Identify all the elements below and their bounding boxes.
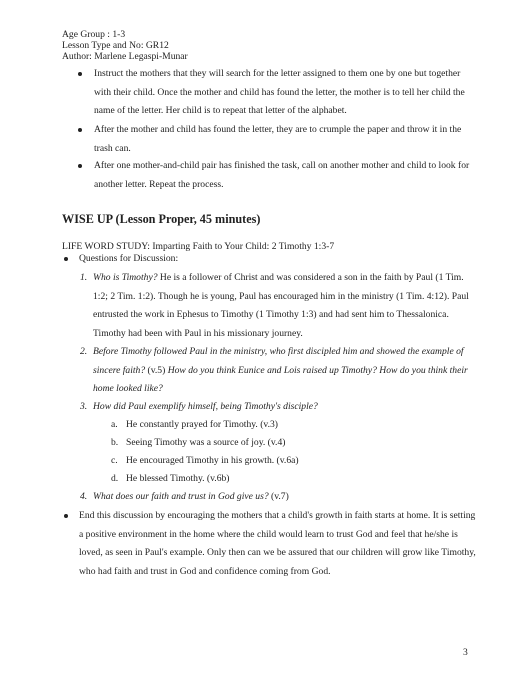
lesson-type: Lesson Type and No: GR12 — [62, 40, 169, 51]
closing-paragraph: End this discussion by encouraging the mothers that a child's growth in faith starts at home. It is setting a positive environment in the home where the child would learn to trust God and feel that he/she is loved, as seen in Paul's example. Only then can we be assured that our children will grow like Timothy, who had faith and trust in God and confidence coming from God. — [62, 507, 476, 581]
intro-bullet: After one mother-and-child pair has finished the task, call on another mother and child to look for another letter. Repeat the process. — [78, 157, 476, 194]
page-number: 3 — [463, 647, 468, 658]
sub-point: c. He encouraged Timothy in his growth. (v.6a) — [111, 455, 299, 466]
question-item: 2. Before Timothy followed Paul in the ministry, who first discipled him and showed the example of sincere faith? (v.5) How do you think Eunice and Lois raised up Timothy? How do you think their home looked like? — [80, 346, 468, 394]
bullet-icon — [78, 72, 82, 76]
sub-point: d. He blessed Timothy. (v.6b) — [111, 473, 230, 484]
question-item: 3. How did Paul exemplify himself, being Timothy's disciple? — [80, 398, 476, 417]
intro-bullet: After the mother and child has found the letter, they are to crumple the paper and throw it in the trash can. — [78, 121, 476, 158]
question-text: What does our faith and trust in God give us? — [93, 491, 269, 502]
author: Author: Marlene Legaspi-Munar — [62, 51, 188, 62]
bullet-icon — [78, 164, 82, 168]
answer-text: He is a follower of Christ and was considered a son in the faith by Paul (1 Tim. 1:2; 2 Tim. 1:2). Though he is young, Paul has encouraged him in the ministry (1 Tim. 4:12). Paul entrusted the work in Ephesus to Timothy (1 Timothy 1:3) and had sent him to Thessalonica. Timothy had been with Paul in his missionary journey. — [93, 272, 469, 339]
question-text: How did Paul exemplify himself, being Timothy's disciple? — [93, 401, 318, 412]
question-item: 4. What does our faith and trust in God give us? (v.7) — [80, 491, 289, 502]
verse-ref: (v.7) — [268, 491, 289, 502]
bullet-icon — [64, 257, 68, 261]
verse-ref: (v.5) — [145, 364, 168, 376]
age-group: Age Group : 1-3 — [62, 29, 126, 40]
bullet-icon — [64, 514, 68, 518]
bullet-icon — [78, 128, 82, 132]
question-text: Before Timothy followed Paul in the ministry, who first discipled him and showed the example of sincere faith? — [93, 346, 464, 376]
question-text: Who is Timothy? — [93, 272, 158, 283]
lesson-header — [62, 29, 188, 62]
sub-point: a. He constantly prayed for Timothy. (v.3) — [111, 419, 278, 430]
question-text: How do you think Eunice and Lois raised up Timothy? How do you think their home looked like? — [93, 364, 468, 394]
intro-bullet: Instruct the mothers that they will search for the letter assigned to them one by one but together with their child. Once the mother and child has found the letter, the mother is to tell her child the name of the letter. Her child is to repeat that letter of the alphabet. — [78, 65, 476, 121]
life-word-study: LIFE WORD STUDY: Imparting Faith to Your Child: 2 Timothy 1:3-7 — [62, 241, 335, 252]
sub-point: b. Seeing Timothy was a source of joy. (v.4) — [111, 437, 286, 448]
section-heading: WISE UP (Lesson Proper, 45 minutes) — [62, 212, 261, 226]
questions-label: Questions for Discussion: — [62, 250, 476, 269]
question-item: 1. Who is Timothy? He is a follower of Christ and was considered a son in the faith by Paul (1 Tim. 1:2; 2 Tim. 1:2). Though he is young, Paul has encouraged him in the ministry (1 Tim. 4:12). Paul entrusted the work in Ephesus to Timothy (1 Timothy 1:3) and had sent him to Thessalonica. Timothy had been with Paul in his missionary journey. — [80, 272, 469, 339]
